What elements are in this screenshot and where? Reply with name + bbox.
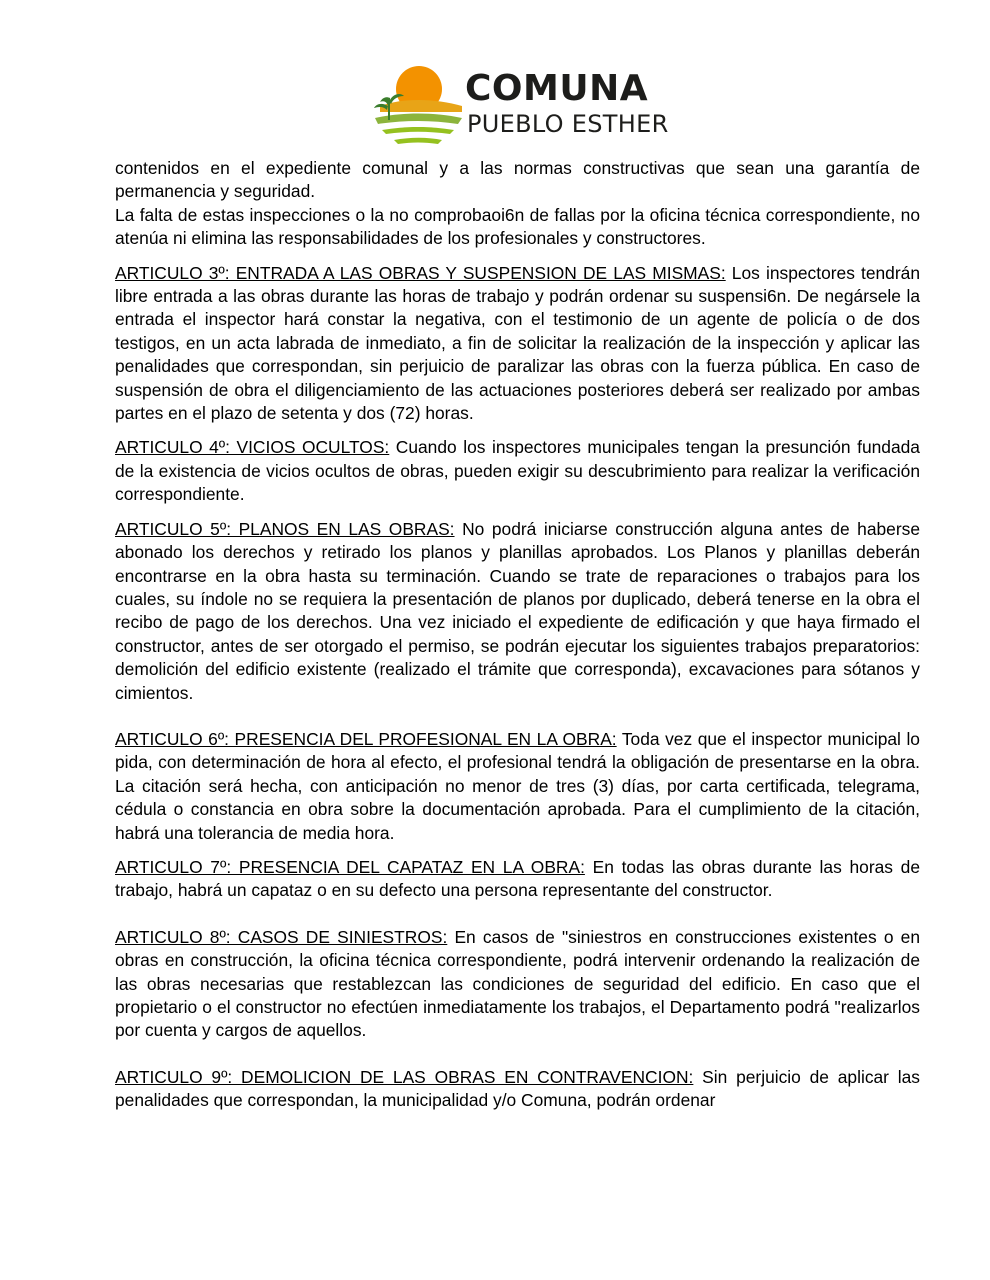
paragraph-text: contenidos en el expediente comunal y a las normas constructivas que sean una garantía de permanencia y seguridad. <box>115 158 920 202</box>
logo-subtitle: PUEBLO ESTHER <box>467 110 669 138</box>
article-text: Toda vez que el inspector municipal lo pida, con determinación de hora al efecto, el profesional tendrá la obligación de presentarse en la obra. La citación será hecha, con anticipación no menor de tres (3) días, por carta certificada, telegrama, cédula o constancia en obra sobre la documentación aprobada. Para el cumplimiento de la citación, habrá una tolerancia de media hora. <box>115 728 920 843</box>
article-9 <box>115 1066 920 1113</box>
article-title: ARTICULO 7º: PRESENCIA DEL CAPATAZ EN LA OBRA: <box>115 856 585 877</box>
article-title: ARTICULO 6º: PRESENCIA DEL PROFESIONAL EN LA OBRA: <box>115 728 617 749</box>
sun-landscape-icon <box>372 62 464 154</box>
comuna-logo <box>372 62 672 154</box>
article-text: En todas las obras durante las horas de trabajo, habrá un capataz o en su defecto una persona representante del constructor. <box>115 856 921 901</box>
article-title: ARTICULO 9º: DEMOLICION DE LAS OBRAS EN CONTRAVENCION: <box>115 1066 694 1087</box>
article-7 <box>115 856 920 903</box>
article-text: Los inspectores tendrán libre entrada a las obras durante las horas de trabajo y podrán ordenar su suspensi6n. De negársele la entrada el inspector hará constar la negativa, con el testimonio de un agente de policía o de dos testigos, en un acta labrada de inmediato, a fin de solicitar la realización de la inspección y aplicar las penalidades que correspondan, sin perjuicio de paralizar las obras con la fuerza pública. En caso de suspensión de obra el diligenciamiento de las actuaciones posteriores deberá ser realizado por ambas partes en el plazo de setenta y dos (72) horas. <box>115 262 920 424</box>
paragraph <box>115 204 920 251</box>
article-4 <box>115 436 920 506</box>
article-text: En casos de "siniestros en construcciones existentes o en obras en construcción, la oficina técnica correspondiente, podrá intervenir ordenando la realización de las obras necesarias que restablezcan las condiciones de seguridad del edificio. En caso que el propietario o el constructor no efectúen inmediatamente los trabajos, el Departamento podrá "realizarlos por cuenta y cargos de aquellos. <box>115 926 920 1041</box>
article-6 <box>115 728 920 845</box>
article-5 <box>115 518 920 705</box>
article-3 <box>115 262 920 426</box>
article-title: ARTICULO 8º: CASOS DE SINIESTROS: <box>115 926 448 947</box>
article-text: Cuando los inspectores municipales tengan la presunción fundada de la existencia de vicios ocultos de obras, pueden exigir su descubrimiento para realizar la verificación correspondiente. <box>115 437 920 505</box>
paragraph-text: La falta de estas inspecciones o la no comprobaoi6n de fallas por la oficina técnica correspondiente, no atenúa ni elimina las responsabilidades de los profesionales y constructores. <box>115 204 920 249</box>
article-title: ARTICULO 3º: ENTRADA A LAS OBRAS Y SUSPENSION DE LAS MISMAS: <box>115 262 726 283</box>
article-8 <box>115 926 920 1043</box>
article-title: ARTICULO 4º: VICIOS OCULTOS: <box>115 437 390 458</box>
paragraph <box>115 157 920 204</box>
article-text: Sin perjuicio de aplicar las penalidades que correspondan, la municipalidad y/o Comuna, podrán ordenar <box>115 1066 920 1111</box>
logo-title: COMUNA <box>465 68 649 109</box>
article-title: ARTICULO 5º: PLANOS EN LAS OBRAS: <box>115 518 455 539</box>
document-body <box>115 157 920 1113</box>
article-text: No podrá iniciarse construcción alguna antes de haberse abonado los derechos y retirado los planos y planillas aprobados. Los Planos y planillas deberán encontrarse en la obra hasta su terminación. Cuando se trate de reparaciones o trabajos para los cuales, su índole no se requiera la presentación de planos por duplicado, deberá tenerse en la obra el recibo de pago de los derechos. Una vez iniciado el expediente de edificación y que haya firmado el constructor, antes de ser otorgado el permiso, se podrán ejecutar los siguientes trabajos preparatorios: demolición del edificio existente (realizado el trámite que corresponda), excavaciones para sótanos y cimientos. <box>115 518 921 703</box>
